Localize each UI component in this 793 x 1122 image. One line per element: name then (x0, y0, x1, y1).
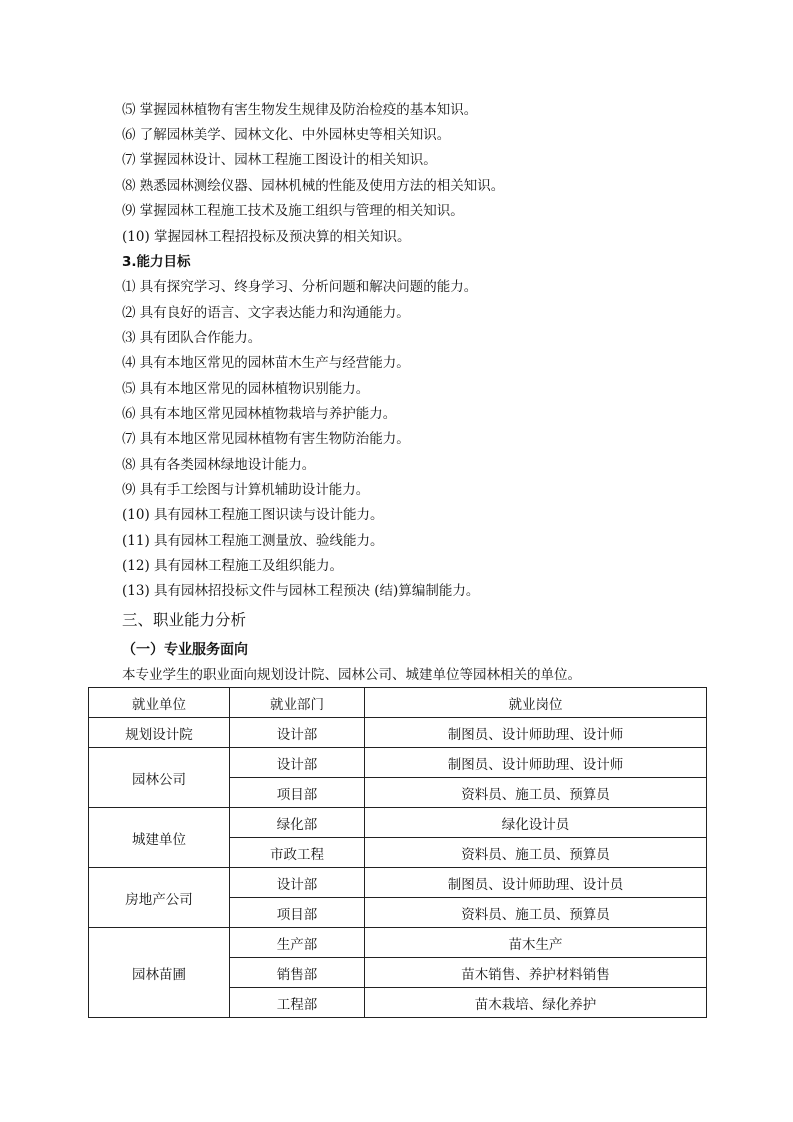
ability-item: ⑼ 具有手工绘图与计算机辅助设计能力。 (122, 482, 370, 498)
ability-heading: 3.能力目标 (122, 254, 191, 270)
ability-item: ⑸ 具有本地区常见的园林植物识别能力。 (122, 381, 370, 397)
dept-cell: 设计部 (230, 748, 365, 778)
dept-cell: 设计部 (230, 718, 365, 748)
knowledge-item: ⑻ 熟悉园林测绘仪器、园林机械的性能及使用方法的相关知识。 (122, 178, 505, 194)
post-cell: 苗木栽培、绿化养护 (365, 988, 707, 1018)
ability-item: (12) 具有园林工程施工及组织能力。 (122, 558, 344, 574)
table-row (89, 718, 707, 748)
ability-item: ⑵ 具有良好的语言、文字表达能力和沟通能力。 (122, 305, 410, 321)
dept-cell: 项目部 (230, 778, 365, 808)
knowledge-item: ⑼ 掌握园林工程施工技术及施工组织与管理的相关知识。 (122, 203, 464, 219)
ability-item: (11) 具有园林工程施工测量放、验线能力。 (122, 533, 384, 549)
ability-item: ⑴ 具有探究学习、终身学习、分析问题和解决问题的能力。 (122, 279, 478, 295)
table-row (89, 868, 707, 898)
ability-item: (13) 具有园林招投标文件与园林工程预决 (结)算编制能力。 (122, 583, 480, 599)
knowledge-item: ⑹ 了解园林美学、园林文化、中外园林史等相关知识。 (122, 127, 451, 143)
ability-item: ⑹ 具有本地区常见园林植物栽培与养护能力。 (122, 406, 397, 422)
table-header-row (89, 688, 707, 718)
post-cell: 资料员、施工员、预算员 (365, 838, 707, 868)
header-unit: 就业单位 (89, 688, 230, 718)
ability-item: ⑷ 具有本地区常见的园林苗木生产与经营能力。 (122, 355, 410, 371)
unit-cell: 城建单位 (89, 808, 230, 868)
dept-cell: 生产部 (230, 928, 365, 958)
dept-cell: 销售部 (230, 958, 365, 988)
dept-cell: 绿化部 (230, 808, 365, 838)
table-row (89, 808, 707, 838)
dept-cell: 设计部 (230, 868, 365, 898)
ability-item: ⑻ 具有各类园林绿地设计能力。 (122, 457, 316, 473)
knowledge-item: ⑸ 掌握园林植物有害生物发生规律及防治检疫的基本知识。 (122, 102, 478, 118)
unit-cell: 房地产公司 (89, 868, 230, 928)
post-cell: 资料员、施工员、预算员 (365, 778, 707, 808)
unit-cell: 园林公司 (89, 748, 230, 808)
post-cell: 制图员、设计师助理、设计师 (365, 748, 707, 778)
subsection-title: （一）专业服务面向 (122, 642, 248, 658)
ability-item: ⑶ 具有团队合作能力。 (122, 330, 262, 346)
section-title: 三、职业能力分析 (122, 611, 247, 629)
unit-cell: 规划设计院 (89, 718, 230, 748)
dept-cell: 工程部 (230, 988, 365, 1018)
post-cell: 绿化设计员 (365, 808, 707, 838)
post-cell: 资料员、施工员、预算员 (365, 898, 707, 928)
post-cell: 苗木销售、养护材料销售 (365, 958, 707, 988)
unit-cell: 园林苗圃 (89, 928, 230, 1018)
knowledge-item: ⑺ 掌握园林设计、园林工程施工图设计的相关知识。 (122, 152, 437, 168)
dept-cell: 项目部 (230, 898, 365, 928)
dept-cell: 市政工程 (230, 838, 365, 868)
post-cell: 制图员、设计师助理、设计师 (365, 718, 707, 748)
intro-paragraph: 本专业学生的职业面向规划设计院、园林公司、城建单位等园林相关的单位。 (122, 667, 581, 683)
table-row (89, 748, 707, 778)
table-row (89, 928, 707, 958)
header-post: 就业岗位 (365, 688, 707, 718)
post-cell: 制图员、设计师助理、设计员 (365, 868, 707, 898)
ability-item: (10) 具有园林工程施工图识读与设计能力。 (122, 507, 384, 523)
knowledge-item: (10) 掌握园林工程招投标及预决算的相关知识。 (122, 229, 411, 245)
ability-item: ⑺ 具有本地区常见园林植物有害生物防治能力。 (122, 431, 410, 447)
employment-table (88, 687, 707, 1018)
post-cell: 苗木生产 (365, 928, 707, 958)
header-dept: 就业部门 (230, 688, 365, 718)
